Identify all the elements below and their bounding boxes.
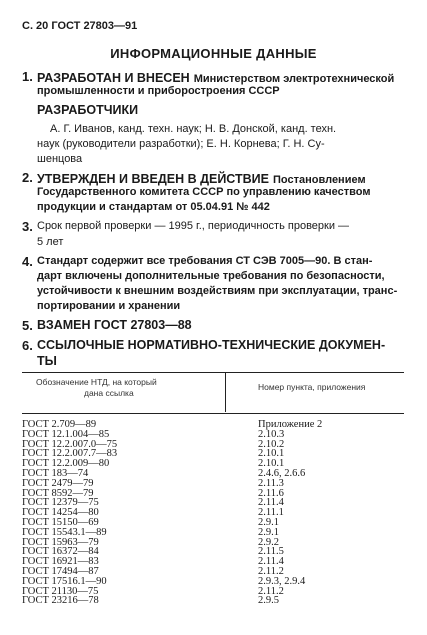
table-row-clause: 2.10.3 <box>258 428 285 440</box>
section-4-line3: устойчивости к внешним воздействиям при эксплуатации, транс- <box>37 285 398 297</box>
table-row-designation: ГОСТ 15543.1—89 <box>22 526 107 538</box>
section-4-line2: дарт включены дополнительные требования по безопасности, <box>37 270 385 282</box>
table-row-designation: ГОСТ 12.2.007.0—75 <box>22 438 118 450</box>
section-2-line3: продукции и стандартам от 05.04.91 № 442 <box>37 201 270 213</box>
table-row-designation: ГОСТ 21130—75 <box>22 585 99 597</box>
table-row-designation: ГОСТ 183—74 <box>22 467 89 479</box>
table-row-clause: 2.11.2 <box>258 585 284 597</box>
table-col1-header-line1: Обозначение НТД, на который <box>36 377 157 387</box>
page-header: С. 20 ГОСТ 27803—91 <box>22 20 138 32</box>
table-row-designation: ГОСТ 12.2.007.7—83 <box>22 448 118 460</box>
table-row-designation: ГОСТ 16372—84 <box>22 546 99 558</box>
table-row-clause: 2.9.1 <box>258 526 279 538</box>
table-row-designation: ГОСТ 23216—78 <box>22 595 99 607</box>
table-row-clause: 2.9.2 <box>258 536 279 548</box>
section-1-heading: РАЗРАБОТАН И ВНЕСЕН <box>37 71 190 85</box>
table-row-clause: 2.10.2 <box>258 438 285 450</box>
section-6-heading-line2: ТЫ <box>37 354 57 368</box>
section-3-number: 3. <box>22 219 33 234</box>
section-2-heading: УТВЕРЖДЕН И ВВЕДЕН В ДЕЙСТВИЕ <box>37 172 270 186</box>
table-row-clause: 2.4.6, 2.6.6 <box>258 467 306 479</box>
table-row-clause: 2.11.3 <box>258 477 284 489</box>
table-row-designation: ГОСТ 15150—69 <box>22 516 99 528</box>
table-row-clause: 2.10.1 <box>258 458 285 470</box>
section-4-line4: портировании и хранении <box>37 300 181 312</box>
section-3-line2: 5 лет <box>37 236 64 248</box>
table-row-clause: 2.11.6 <box>258 487 284 499</box>
section-6-heading-line1: ССЫЛОЧНЫЕ НОРМАТИВНО-ТЕХНИЧЕСКИЕ ДОКУМЕН- <box>37 338 386 352</box>
table-row-designation: ГОСТ 15963—79 <box>22 536 99 548</box>
developers-line1: А. Г. Иванов, канд. техн. наук; Н. В. Донской, канд. техн. <box>50 123 337 135</box>
table-row-clause: 2.11.5 <box>258 546 284 558</box>
table-row-clause: 2.11.2 <box>258 565 284 577</box>
table-row-designation: ГОСТ 12.2.009—80 <box>22 458 110 470</box>
table-col1-header-line2: дана ссылка <box>84 388 134 398</box>
table-row-clause: 2.9.1 <box>258 516 279 528</box>
table-col1 <box>22 420 117 606</box>
table-row-designation: ГОСТ 12379—75 <box>22 497 99 509</box>
section-1-number: 1. <box>22 69 33 84</box>
developers-line2: наук (руководители разработки); Е. Н. Корнева; Г. Н. Су- <box>37 138 325 150</box>
section-4-line1: Стандарт содержит все требования СТ СЭВ 7005—90. В стан- <box>37 255 373 267</box>
table-row-clause: Приложение 2 <box>258 419 323 430</box>
table-row-designation: ГОСТ 8592—79 <box>22 487 94 499</box>
table-col2-header: Номер пункта, приложения <box>258 382 366 392</box>
table-row-designation: ГОСТ 17494—87 <box>22 565 99 577</box>
developers-line3: шенцова <box>37 153 83 165</box>
table-header-divider <box>225 372 226 412</box>
table-col2 <box>258 420 322 606</box>
section-1-subheading: РАЗРАБОТЧИКИ <box>37 103 139 117</box>
table-row-designation: ГОСТ 2.709—89 <box>22 419 97 430</box>
table-row-clause: 2.9.3, 2.9.4 <box>258 575 306 587</box>
table-row-designation: ГОСТ 17516.1—90 <box>22 575 107 587</box>
table-row-designation: ГОСТ 16921—83 <box>22 556 99 568</box>
table-row-designation: ГОСТ 12.1.004—85 <box>22 428 110 440</box>
section-3-line1: Срок первой проверки — 1995 г., периодичность проверки — <box>37 220 350 232</box>
section-6-number: 6. <box>22 338 33 353</box>
table-row-designation: ГОСТ 14254—80 <box>22 507 99 519</box>
section-4-number: 4. <box>22 254 33 269</box>
section-2-text: Постановлением <box>273 174 366 186</box>
page-title: ИНФОРМАЦИОННЫЕ ДАННЫЕ <box>110 46 317 61</box>
section-2-number: 2. <box>22 170 33 185</box>
section-1-text: Министерством электротехнической <box>193 73 395 85</box>
table-row-clause: 2.11.4 <box>258 497 284 509</box>
section-2-line2: Государственного комитета СССР по управлению качеством <box>37 186 371 198</box>
section-1-line2: промышленности и приборостроения СССР <box>37 85 280 97</box>
table-row-clause: 2.11.4 <box>258 556 284 568</box>
section-5-number: 5. <box>22 318 33 333</box>
table-row-designation: ГОСТ 2479—79 <box>22 477 94 489</box>
table-row-clause: 2.11.1 <box>258 507 284 519</box>
table-row-clause: 2.10.1 <box>258 448 285 460</box>
section-5-heading: ВЗАМЕН ГОСТ 27803—88 <box>37 318 192 332</box>
table-row-clause: 2.9.5 <box>258 595 279 607</box>
